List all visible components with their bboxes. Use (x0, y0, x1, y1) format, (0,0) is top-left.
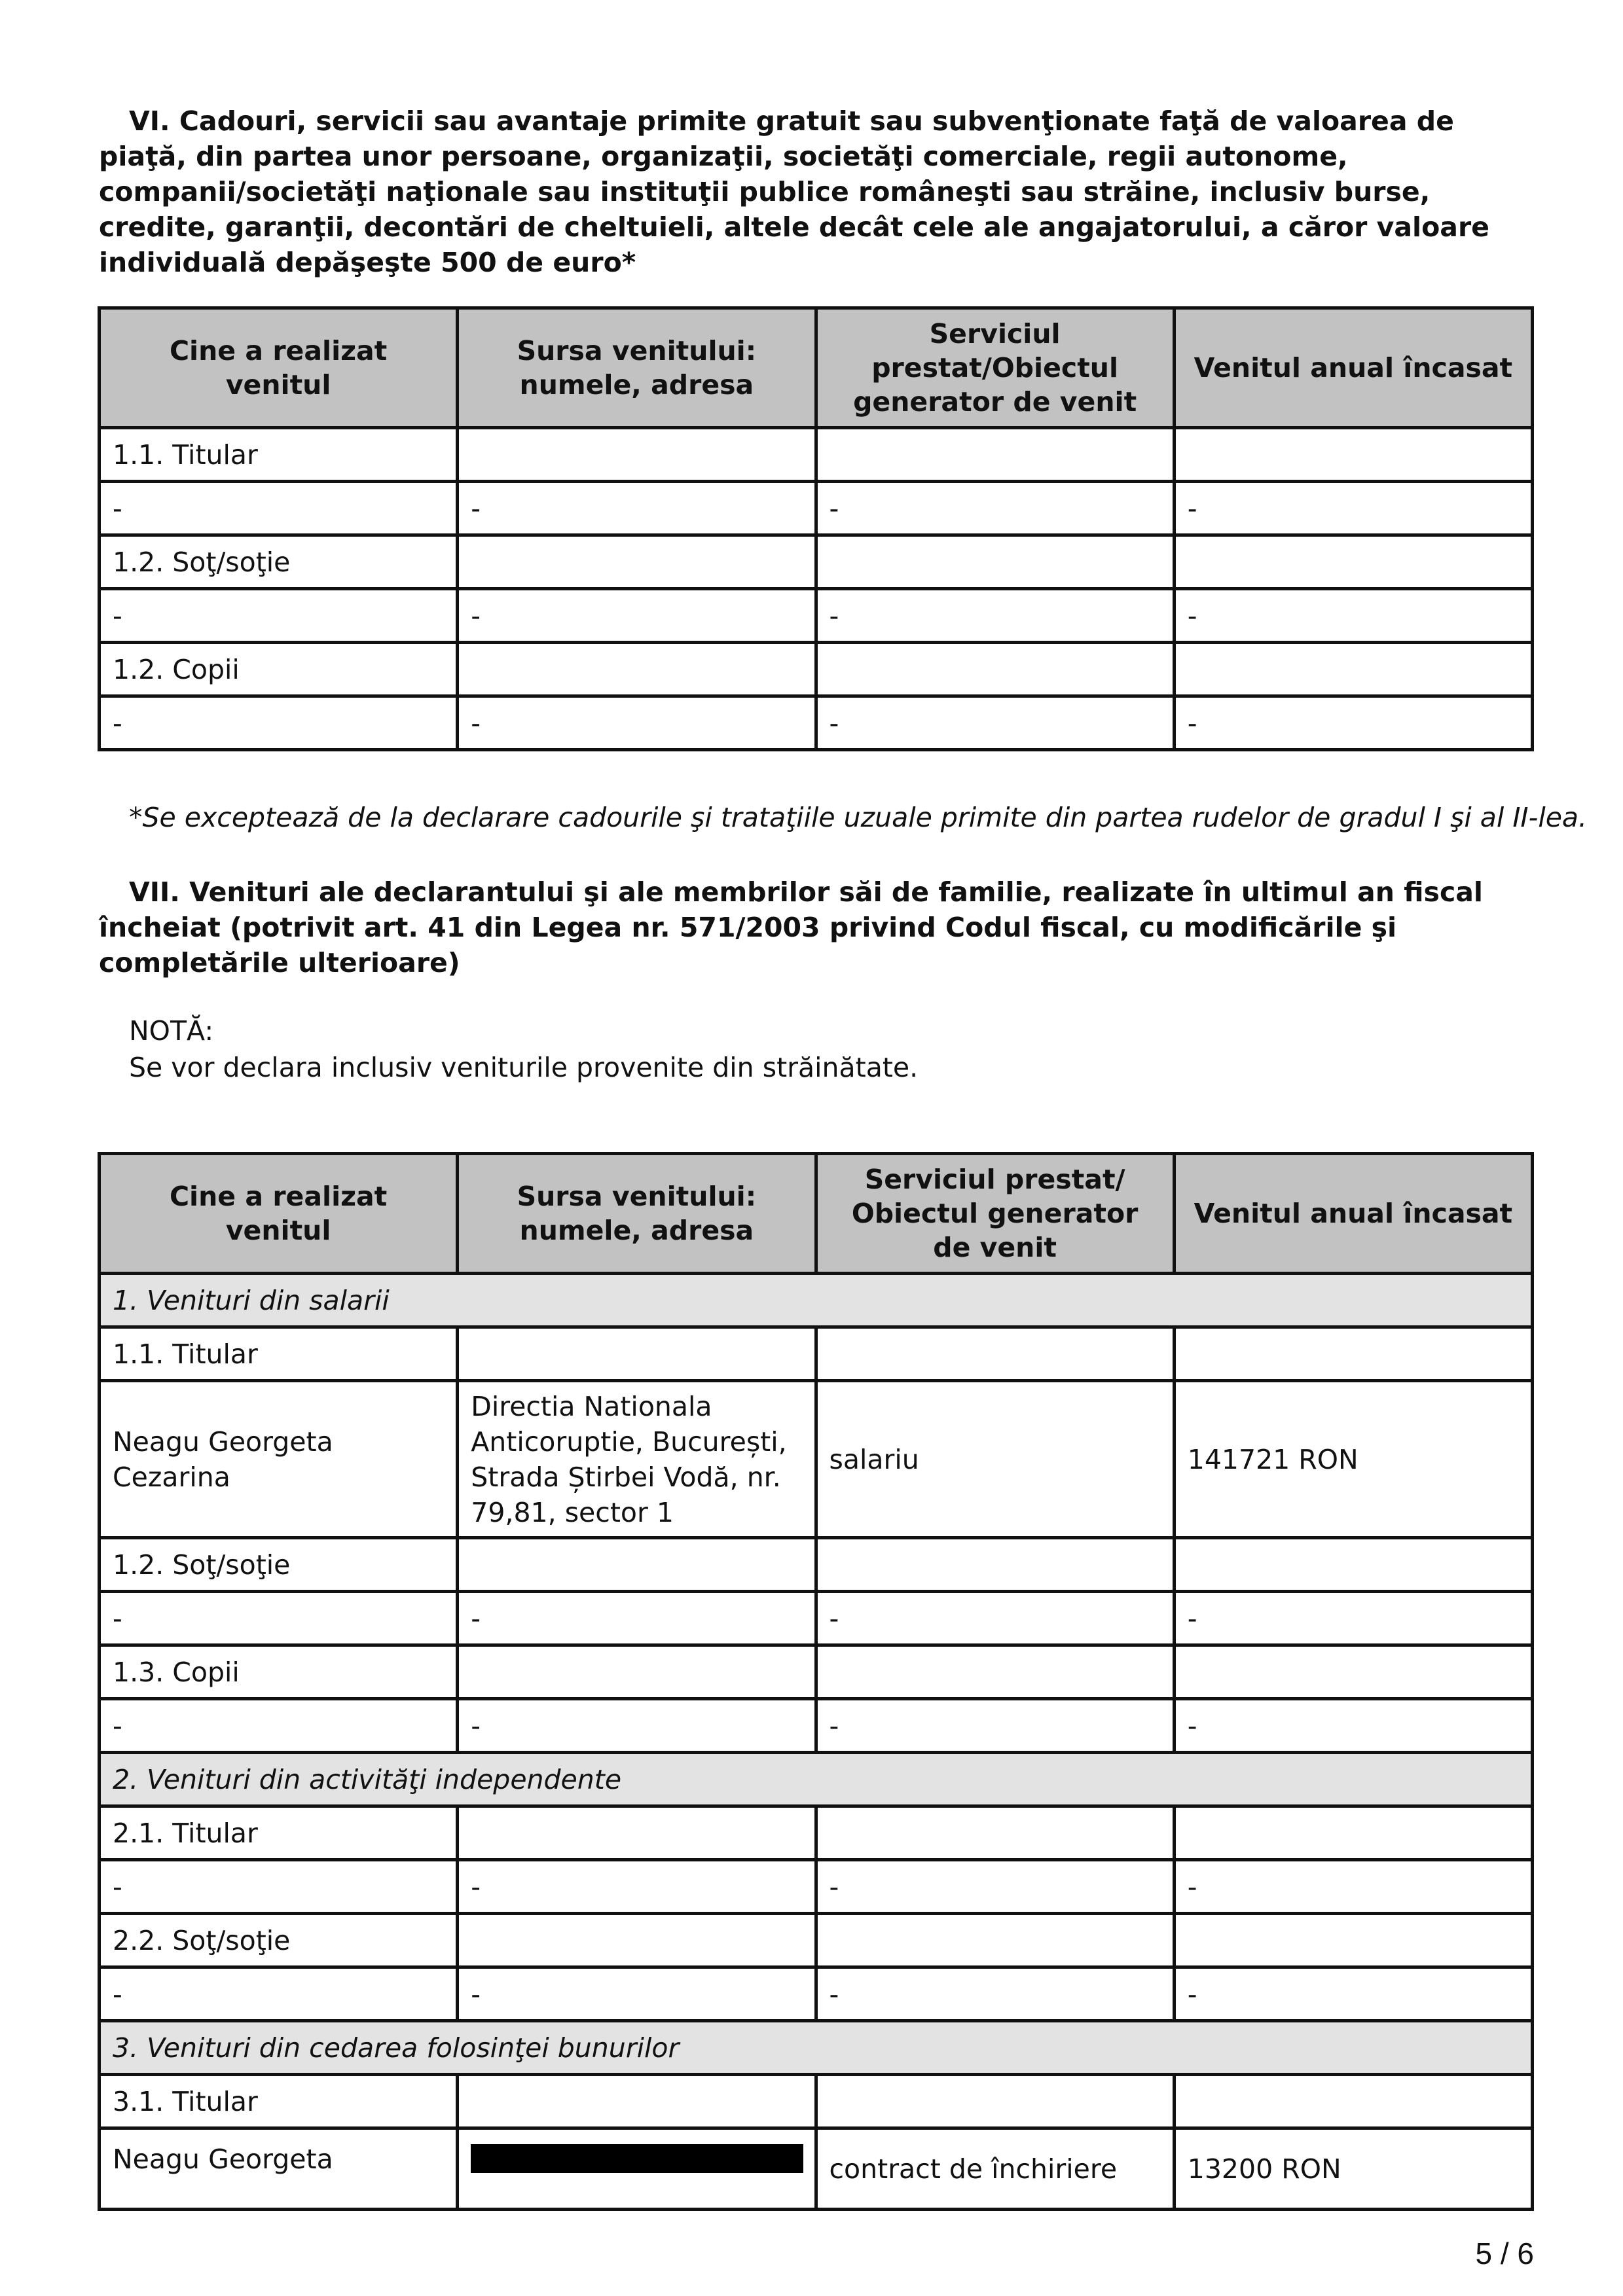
table-cell: - (816, 1967, 1174, 2021)
column-header: Venitul anual încasat (1174, 1154, 1532, 1274)
column-header: Cine a realizat venitul (100, 1154, 458, 1274)
category-row-salaries (100, 1274, 1533, 1327)
table-row (100, 1914, 1533, 1967)
table-cell: contract de închiriere (816, 2128, 1174, 2210)
table-cell: - (458, 1699, 816, 1753)
table-row (100, 2128, 1533, 2210)
table-cell (816, 1914, 1174, 1967)
table-row (100, 1699, 1533, 1753)
category-row-property-use (100, 2021, 1533, 2075)
table-row (100, 589, 1533, 643)
table-cell (1174, 428, 1532, 482)
column-header: Venitul anual încasat (1174, 308, 1532, 428)
table-row (100, 1381, 1533, 1538)
table-cell: - (100, 1699, 458, 1753)
table-cell: 1.1. Titular (100, 1327, 458, 1381)
category-label: 2. Venituri din activităţi independente (100, 1753, 1533, 1806)
table-cell: - (816, 1860, 1174, 1914)
table-row (100, 643, 1533, 696)
column-header: Serviciul prestat/ Obiectul generator de venit (816, 1154, 1174, 1274)
table-cell: - (1174, 696, 1532, 750)
table-row (100, 1592, 1533, 1645)
table-cell (816, 1645, 1174, 1699)
table-cell: - (100, 589, 458, 643)
table-cell (816, 1538, 1174, 1592)
table-cell: - (1174, 1860, 1532, 1914)
table-cell (458, 1914, 816, 1967)
table-cell: 13200 RON (1174, 2128, 1532, 2210)
page-number: 5 / 6 (1475, 2236, 1534, 2270)
column-header: Serviciul prestat/Obiectul generator de venit (816, 308, 1174, 428)
table-row (100, 2075, 1533, 2128)
note-title: NOTĂ: (129, 1015, 214, 1047)
table-cell: - (100, 1967, 458, 2021)
table-cell: - (1174, 1592, 1532, 1645)
table-cell (458, 2075, 816, 2128)
table-row (100, 1860, 1533, 1914)
table-cell: - (458, 482, 816, 535)
table-cell (1174, 1806, 1532, 1860)
table-cell: - (100, 482, 458, 535)
table-cell (458, 1645, 816, 1699)
table-cell: - (100, 1592, 458, 1645)
table-cell: - (100, 1860, 458, 1914)
table-cell (1174, 2075, 1532, 2128)
table-cell: Neagu Georgeta Cezarina (100, 1381, 458, 1538)
table-cell (1174, 535, 1532, 589)
section-6-heading: VI. Cadouri, servicii sau avantaje primite gratuit sau subvenţionate faţă de valoarea de piaţă, din partea unor persoane, organizaţii, societăţi comerciale, regii autonome, companii/societăţi naţionale sau instituţii publice româneşti sau străine, inclusiv burse, credite, garanţii, decontări de cheltuieli, altele decât cele ale angajatorului, a căror valoare individuală depăşeşte 500 de euro* (99, 105, 1489, 278)
table-cell: 141721 RON (1174, 1381, 1532, 1538)
table-cell: - (458, 589, 816, 643)
table-cell (816, 535, 1174, 589)
table-cell (1174, 643, 1532, 696)
table-row (100, 1538, 1533, 1592)
category-row-independent (100, 1753, 1533, 1806)
table-cell (816, 1806, 1174, 1860)
table-row (100, 482, 1533, 535)
table-cell: - (816, 696, 1174, 750)
table-cell (458, 535, 816, 589)
table-cell: 1.2. Soţ/soţie (100, 1538, 458, 1592)
table-cell: - (100, 696, 458, 750)
table-cell (1174, 1645, 1532, 1699)
column-header: Sursa venitului: numele, adresa (458, 308, 816, 428)
table-cell (458, 1538, 816, 1592)
table-row (100, 535, 1533, 589)
income-table (98, 1152, 1534, 2211)
table-cell: 1.1. Titular (100, 428, 458, 482)
table-row (100, 1967, 1533, 2021)
table-cell: - (1174, 1699, 1532, 1753)
table-cell: - (816, 482, 1174, 535)
table-cell (1174, 1914, 1532, 1967)
table-cell: - (816, 1592, 1174, 1645)
table-cell: salariu (816, 1381, 1174, 1538)
table-cell: 3.1. Titular (100, 2075, 458, 2128)
table-cell: - (458, 1860, 816, 1914)
table-cell: - (458, 696, 816, 750)
redaction-bar (471, 2144, 803, 2173)
table-cell: - (1174, 1967, 1532, 2021)
table-cell: 1.2. Soţ/soţie (100, 535, 458, 589)
column-header: Cine a realizat venitul (100, 308, 458, 428)
table-cell (1174, 1327, 1532, 1381)
table-cell: 2.2. Soţ/soţie (100, 1914, 458, 1967)
table-cell: - (1174, 482, 1532, 535)
table-cell: 1.2. Copii (100, 643, 458, 696)
table-header-row (100, 308, 1533, 428)
table-cell (816, 643, 1174, 696)
table-row (100, 1806, 1533, 1860)
note-text: Se vor declara inclusiv veniturile provenite din străinătate. (129, 1052, 919, 1083)
section-7-heading: VII. Venituri ale declarantului şi ale membrilor săi de familie, realizate în ultimul an fiscal încheiat (potrivit art. 41 din Legea nr. 571/2003 privind Codul fiscal, cu modificările şi completările ulterioare) (99, 876, 1483, 978)
table-cell: 1.3. Copii (100, 1645, 458, 1699)
table-cell (458, 643, 816, 696)
table-cell (816, 1327, 1174, 1381)
table-row (100, 1645, 1533, 1699)
table-cell (816, 428, 1174, 482)
table-cell (1174, 1538, 1532, 1592)
table-row (100, 696, 1533, 750)
gifts-footnote: *Se exceptează de la declarare cadourile şi trataţiile uzuale primite din partea rudelor de gradul I şi al II-lea. (129, 802, 1588, 833)
table-cell (458, 1327, 816, 1381)
table-cell (458, 428, 816, 482)
table-header-row (100, 1154, 1533, 1274)
table-cell (816, 2075, 1174, 2128)
table-cell: Neagu Georgeta (100, 2128, 458, 2210)
table-cell (458, 1806, 816, 1860)
table-row (100, 428, 1533, 482)
table-cell (458, 2128, 816, 2210)
table-row (100, 1327, 1533, 1381)
table-cell: - (1174, 589, 1532, 643)
table-cell: - (816, 1699, 1174, 1753)
table-cell: - (458, 1967, 816, 2021)
category-label: 3. Venituri din cedarea folosinţei bunurilor (100, 2021, 1533, 2075)
gifts-table (98, 306, 1534, 751)
table-cell: - (458, 1592, 816, 1645)
table-cell: Directia Nationala Anticoruptie, București, Strada Știrbei Vodă, nr. 79,81, sector 1 (458, 1381, 816, 1538)
table-cell: 2.1. Titular (100, 1806, 458, 1860)
table-cell: - (816, 589, 1174, 643)
category-label: 1. Venituri din salarii (100, 1274, 1533, 1327)
column-header: Sursa venitului: numele, adresa (458, 1154, 816, 1274)
